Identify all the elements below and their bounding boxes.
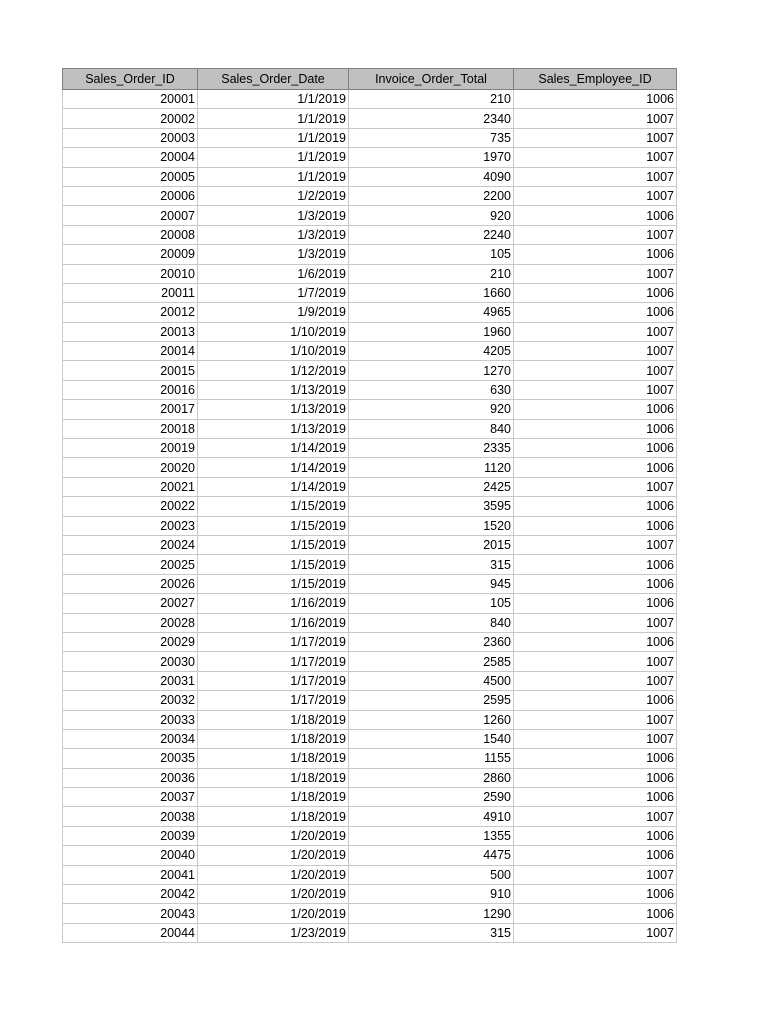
sales-order-id-cell[interactable]: 20030: [63, 652, 198, 671]
sales-order-date-cell[interactable]: 1/1/2019: [198, 109, 349, 128]
sales-employee-id-cell[interactable]: 1006: [514, 788, 677, 807]
sales-order-id-cell[interactable]: 20007: [63, 206, 198, 225]
sales-order-id-cell[interactable]: 20013: [63, 322, 198, 341]
sales-employee-id-cell[interactable]: 1006: [514, 691, 677, 710]
sales-employee-id-cell[interactable]: 1007: [514, 807, 677, 826]
sales-order-id-cell[interactable]: 20009: [63, 245, 198, 264]
sales-order-id-cell[interactable]: 20043: [63, 904, 198, 923]
sales-order-date-cell[interactable]: 1/2/2019: [198, 186, 349, 205]
sales-order-date-cell[interactable]: 1/20/2019: [198, 885, 349, 904]
sales-order-id-cell[interactable]: 20004: [63, 148, 198, 167]
invoice-order-total-cell[interactable]: 945: [349, 574, 514, 593]
sales-order-id-cell[interactable]: 20001: [63, 90, 198, 109]
sales-order-id-cell[interactable]: 20039: [63, 826, 198, 845]
table-row: [63, 613, 677, 632]
invoice-order-total-cell[interactable]: 4965: [349, 303, 514, 322]
invoice-order-total-cell[interactable]: 2595: [349, 691, 514, 710]
sales-order-date-cell[interactable]: 1/3/2019: [198, 225, 349, 244]
table-row: [63, 477, 677, 496]
sales-order-date-cell[interactable]: 1/23/2019: [198, 923, 349, 942]
sales-order-date-cell[interactable]: 1/12/2019: [198, 361, 349, 380]
invoice-order-total-cell[interactable]: 1120: [349, 458, 514, 477]
invoice-order-total-cell[interactable]: 1270: [349, 361, 514, 380]
sales-order-id-cell[interactable]: 20024: [63, 535, 198, 554]
invoice-order-total-cell[interactable]: 2335: [349, 439, 514, 458]
sales-order-date-cell[interactable]: 1/20/2019: [198, 865, 349, 884]
sales-order-id-cell[interactable]: 20021: [63, 477, 198, 496]
sales-employee-id-cell[interactable]: 1006: [514, 574, 677, 593]
sales-employee-id-cell[interactable]: 1007: [514, 322, 677, 341]
sales-order-id-cell[interactable]: 20035: [63, 749, 198, 768]
sales-employee-id-cell[interactable]: 1006: [514, 632, 677, 651]
sales-order-date-cell[interactable]: 1/3/2019: [198, 245, 349, 264]
table-row: [63, 535, 677, 554]
sales-employee-id-cell[interactable]: 1007: [514, 128, 677, 147]
sales-order-date-cell[interactable]: 1/7/2019: [198, 283, 349, 302]
sales-order-id-cell[interactable]: 20005: [63, 167, 198, 186]
invoice-order-total-cell[interactable]: 920: [349, 206, 514, 225]
sales-order-id-cell[interactable]: 20006: [63, 186, 198, 205]
sales-order-id-cell[interactable]: 20042: [63, 885, 198, 904]
sales-order-date-cell[interactable]: 1/13/2019: [198, 380, 349, 399]
table-row: [63, 749, 677, 768]
column-header-sales-order-id[interactable]: Sales_Order_ID: [63, 69, 198, 90]
table-row: [63, 419, 677, 438]
table-row: [63, 322, 677, 341]
column-header-invoice-order-total[interactable]: Invoice_Order_Total: [349, 69, 514, 90]
sales-employee-id-cell[interactable]: 1006: [514, 245, 677, 264]
sales-order-id-cell[interactable]: 20019: [63, 439, 198, 458]
sales-employee-id-cell[interactable]: 1006: [514, 846, 677, 865]
table-row: [63, 439, 677, 458]
invoice-order-total-cell[interactable]: 315: [349, 923, 514, 942]
table-header: [63, 69, 677, 90]
invoice-order-total-cell[interactable]: 2590: [349, 788, 514, 807]
sales-employee-id-cell[interactable]: 1007: [514, 477, 677, 496]
invoice-order-total-cell[interactable]: 840: [349, 419, 514, 438]
sales-order-id-cell[interactable]: 20041: [63, 865, 198, 884]
sales-employee-id-cell[interactable]: 1007: [514, 652, 677, 671]
table-row: [63, 225, 677, 244]
sales-employee-id-cell[interactable]: 1006: [514, 303, 677, 322]
sales-order-date-cell[interactable]: 1/16/2019: [198, 594, 349, 613]
table-row: [63, 846, 677, 865]
invoice-order-total-cell[interactable]: 500: [349, 865, 514, 884]
sales-employee-id-cell[interactable]: 1006: [514, 904, 677, 923]
sales-employee-id-cell[interactable]: 1006: [514, 768, 677, 787]
sales-order-id-cell[interactable]: 20018: [63, 419, 198, 438]
invoice-order-total-cell[interactable]: 920: [349, 400, 514, 419]
invoice-order-total-cell[interactable]: 4910: [349, 807, 514, 826]
sales-order-date-cell[interactable]: 1/10/2019: [198, 342, 349, 361]
invoice-order-total-cell[interactable]: 315: [349, 555, 514, 574]
header-row: [63, 69, 677, 90]
invoice-order-total-cell[interactable]: 4090: [349, 167, 514, 186]
sales-order-date-cell[interactable]: 1/15/2019: [198, 555, 349, 574]
sales-employee-id-cell[interactable]: 1007: [514, 380, 677, 399]
sales-order-id-cell[interactable]: 20020: [63, 458, 198, 477]
invoice-order-total-cell[interactable]: 1520: [349, 516, 514, 535]
sales-order-date-cell[interactable]: 1/13/2019: [198, 419, 349, 438]
sales-employee-id-cell[interactable]: 1007: [514, 729, 677, 748]
sales-order-id-cell[interactable]: 20029: [63, 632, 198, 651]
invoice-order-total-cell[interactable]: 1290: [349, 904, 514, 923]
sales-employee-id-cell[interactable]: 1006: [514, 439, 677, 458]
sales-employee-id-cell[interactable]: 1007: [514, 186, 677, 205]
sales-orders-table: [62, 68, 677, 943]
table-row: [63, 342, 677, 361]
sales-order-date-cell[interactable]: 1/17/2019: [198, 691, 349, 710]
sales-employee-id-cell[interactable]: 1007: [514, 148, 677, 167]
table-row: [63, 904, 677, 923]
table-row: [63, 729, 677, 748]
table-row: [63, 361, 677, 380]
sales-order-id-cell[interactable]: 20022: [63, 497, 198, 516]
table-row: [63, 574, 677, 593]
invoice-order-total-cell[interactable]: 3595: [349, 497, 514, 516]
table-row: [63, 594, 677, 613]
sales-order-date-cell[interactable]: 1/1/2019: [198, 148, 349, 167]
sales-order-id-cell[interactable]: 20028: [63, 613, 198, 632]
invoice-order-total-cell[interactable]: 1540: [349, 729, 514, 748]
table-row: [63, 652, 677, 671]
table-row: [63, 148, 677, 167]
sales-order-date-cell[interactable]: 1/18/2019: [198, 807, 349, 826]
sales-employee-id-cell[interactable]: 1007: [514, 865, 677, 884]
table-row: [63, 768, 677, 787]
table-row: [63, 516, 677, 535]
sales-order-id-cell[interactable]: 20037: [63, 788, 198, 807]
sales-employee-id-cell[interactable]: 1006: [514, 400, 677, 419]
sales-order-id-cell[interactable]: 20026: [63, 574, 198, 593]
invoice-order-total-cell[interactable]: 4475: [349, 846, 514, 865]
sales-employee-id-cell[interactable]: 1006: [514, 419, 677, 438]
sales-order-date-cell[interactable]: 1/3/2019: [198, 206, 349, 225]
sales-order-id-cell[interactable]: 20012: [63, 303, 198, 322]
sales-order-date-cell[interactable]: 1/18/2019: [198, 749, 349, 768]
sales-employee-id-cell[interactable]: 1006: [514, 594, 677, 613]
table-row: [63, 109, 677, 128]
sales-employee-id-cell[interactable]: 1006: [514, 458, 677, 477]
sales-employee-id-cell[interactable]: 1007: [514, 361, 677, 380]
sales-employee-id-cell[interactable]: 1006: [514, 826, 677, 845]
table-row: [63, 865, 677, 884]
table-row: [63, 90, 677, 109]
sales-order-id-cell[interactable]: 20016: [63, 380, 198, 399]
sales-employee-id-cell[interactable]: 1006: [514, 885, 677, 904]
invoice-order-total-cell[interactable]: 1260: [349, 710, 514, 729]
sales-order-date-cell[interactable]: 1/17/2019: [198, 632, 349, 651]
sales-order-id-cell[interactable]: 20011: [63, 283, 198, 302]
sales-order-date-cell[interactable]: 1/13/2019: [198, 400, 349, 419]
sales-order-date-cell[interactable]: 1/15/2019: [198, 535, 349, 554]
table-row: [63, 264, 677, 283]
table-row: [63, 807, 677, 826]
table-row: [63, 788, 677, 807]
sales-order-date-cell[interactable]: 1/14/2019: [198, 439, 349, 458]
sales-employee-id-cell[interactable]: 1006: [514, 206, 677, 225]
sales-employee-id-cell[interactable]: 1006: [514, 283, 677, 302]
sales-employee-id-cell[interactable]: 1007: [514, 167, 677, 186]
sales-employee-id-cell[interactable]: 1007: [514, 264, 677, 283]
sales-order-date-cell[interactable]: 1/6/2019: [198, 264, 349, 283]
sales-employee-id-cell[interactable]: 1007: [514, 710, 677, 729]
sales-order-id-cell[interactable]: 20032: [63, 691, 198, 710]
table-row: [63, 458, 677, 477]
sales-employee-id-cell[interactable]: 1007: [514, 225, 677, 244]
invoice-order-total-cell[interactable]: 1970: [349, 148, 514, 167]
invoice-order-total-cell[interactable]: 910: [349, 885, 514, 904]
invoice-order-total-cell[interactable]: 1960: [349, 322, 514, 341]
table-row: [63, 206, 677, 225]
invoice-order-total-cell[interactable]: 4500: [349, 671, 514, 690]
invoice-order-total-cell[interactable]: 1355: [349, 826, 514, 845]
sales-employee-id-cell[interactable]: 1006: [514, 497, 677, 516]
sales-order-id-cell[interactable]: 20036: [63, 768, 198, 787]
sales-order-date-cell[interactable]: 1/14/2019: [198, 477, 349, 496]
table-row: [63, 923, 677, 942]
invoice-order-total-cell[interactable]: 2015: [349, 535, 514, 554]
sales-order-id-cell[interactable]: 20025: [63, 555, 198, 574]
sales-employee-id-cell[interactable]: 1007: [514, 342, 677, 361]
sales-order-date-cell[interactable]: 1/1/2019: [198, 167, 349, 186]
invoice-order-total-cell[interactable]: 2425: [349, 477, 514, 496]
sales-order-id-cell[interactable]: 20002: [63, 109, 198, 128]
table-row: [63, 380, 677, 399]
table-row: [63, 671, 677, 690]
table-row: [63, 632, 677, 651]
sales-order-id-cell[interactable]: 20014: [63, 342, 198, 361]
sales-order-date-cell[interactable]: 1/15/2019: [198, 497, 349, 516]
sales-order-date-cell[interactable]: 1/20/2019: [198, 904, 349, 923]
sales-employee-id-cell[interactable]: 1006: [514, 90, 677, 109]
sales-order-date-cell[interactable]: 1/15/2019: [198, 516, 349, 535]
invoice-order-total-cell[interactable]: 1660: [349, 283, 514, 302]
sales-employee-id-cell[interactable]: 1007: [514, 613, 677, 632]
sales-employee-id-cell[interactable]: 1006: [514, 555, 677, 574]
sales-order-date-cell[interactable]: 1/20/2019: [198, 846, 349, 865]
invoice-order-total-cell[interactable]: 105: [349, 594, 514, 613]
table-row: [63, 826, 677, 845]
sales-order-date-cell[interactable]: 1/17/2019: [198, 671, 349, 690]
table-row: [63, 710, 677, 729]
sales-order-date-cell[interactable]: 1/16/2019: [198, 613, 349, 632]
table-row: [63, 497, 677, 516]
table-row: [63, 555, 677, 574]
sales-order-date-cell[interactable]: 1/20/2019: [198, 826, 349, 845]
sales-employee-id-cell[interactable]: 1006: [514, 749, 677, 768]
sales-employee-id-cell[interactable]: 1007: [514, 671, 677, 690]
invoice-order-total-cell[interactable]: 630: [349, 380, 514, 399]
invoice-order-total-cell[interactable]: 735: [349, 128, 514, 147]
sales-order-id-cell[interactable]: 20040: [63, 846, 198, 865]
sales-order-date-cell[interactable]: 1/9/2019: [198, 303, 349, 322]
sales-order-date-cell[interactable]: 1/1/2019: [198, 90, 349, 109]
invoice-order-total-cell[interactable]: 210: [349, 264, 514, 283]
sales-order-id-cell[interactable]: 20010: [63, 264, 198, 283]
sales-order-id-cell[interactable]: 20015: [63, 361, 198, 380]
invoice-order-total-cell[interactable]: 2360: [349, 632, 514, 651]
invoice-order-total-cell[interactable]: 2860: [349, 768, 514, 787]
table-body: [63, 90, 677, 943]
sales-order-date-cell[interactable]: 1/14/2019: [198, 458, 349, 477]
table-row: [63, 303, 677, 322]
sales-order-id-cell[interactable]: 20023: [63, 516, 198, 535]
sales-order-id-cell[interactable]: 20038: [63, 807, 198, 826]
sales-order-date-cell[interactable]: 1/17/2019: [198, 652, 349, 671]
invoice-order-total-cell[interactable]: 2240: [349, 225, 514, 244]
sales-employee-id-cell[interactable]: 1007: [514, 109, 677, 128]
invoice-order-total-cell[interactable]: 2200: [349, 186, 514, 205]
sales-order-date-cell[interactable]: 1/18/2019: [198, 788, 349, 807]
table-row: [63, 400, 677, 419]
invoice-order-total-cell[interactable]: 2340: [349, 109, 514, 128]
invoice-order-total-cell[interactable]: 4205: [349, 342, 514, 361]
table-row: [63, 167, 677, 186]
sales-order-date-cell[interactable]: 1/18/2019: [198, 710, 349, 729]
sales-employee-id-cell[interactable]: 1006: [514, 516, 677, 535]
sales-order-id-cell[interactable]: 20044: [63, 923, 198, 942]
sales-order-date-cell[interactable]: 1/18/2019: [198, 768, 349, 787]
invoice-order-total-cell[interactable]: 2585: [349, 652, 514, 671]
sales-order-date-cell[interactable]: 1/1/2019: [198, 128, 349, 147]
table-row: [63, 128, 677, 147]
sales-order-id-cell[interactable]: 20033: [63, 710, 198, 729]
table-row: [63, 245, 677, 264]
invoice-order-total-cell[interactable]: 1155: [349, 749, 514, 768]
table-row: [63, 186, 677, 205]
sales-order-id-cell[interactable]: 20027: [63, 594, 198, 613]
sales-order-id-cell[interactable]: 20003: [63, 128, 198, 147]
column-header-sales-employee-id[interactable]: Sales_Employee_ID: [514, 69, 677, 90]
invoice-order-total-cell[interactable]: 210: [349, 90, 514, 109]
sales-order-id-cell[interactable]: 20034: [63, 729, 198, 748]
sales-order-id-cell[interactable]: 20008: [63, 225, 198, 244]
sales-order-id-cell[interactable]: 20031: [63, 671, 198, 690]
column-header-sales-order-date[interactable]: Sales_Order_Date: [198, 69, 349, 90]
invoice-order-total-cell[interactable]: 105: [349, 245, 514, 264]
sales-order-date-cell[interactable]: 1/18/2019: [198, 729, 349, 748]
sales-order-date-cell[interactable]: 1/15/2019: [198, 574, 349, 593]
sales-employee-id-cell[interactable]: 1007: [514, 923, 677, 942]
table-row: [63, 885, 677, 904]
sales-employee-id-cell[interactable]: 1007: [514, 535, 677, 554]
invoice-order-total-cell[interactable]: 840: [349, 613, 514, 632]
table-row: [63, 283, 677, 302]
sales-order-date-cell[interactable]: 1/10/2019: [198, 322, 349, 341]
sales-order-id-cell[interactable]: 20017: [63, 400, 198, 419]
table-row: [63, 691, 677, 710]
